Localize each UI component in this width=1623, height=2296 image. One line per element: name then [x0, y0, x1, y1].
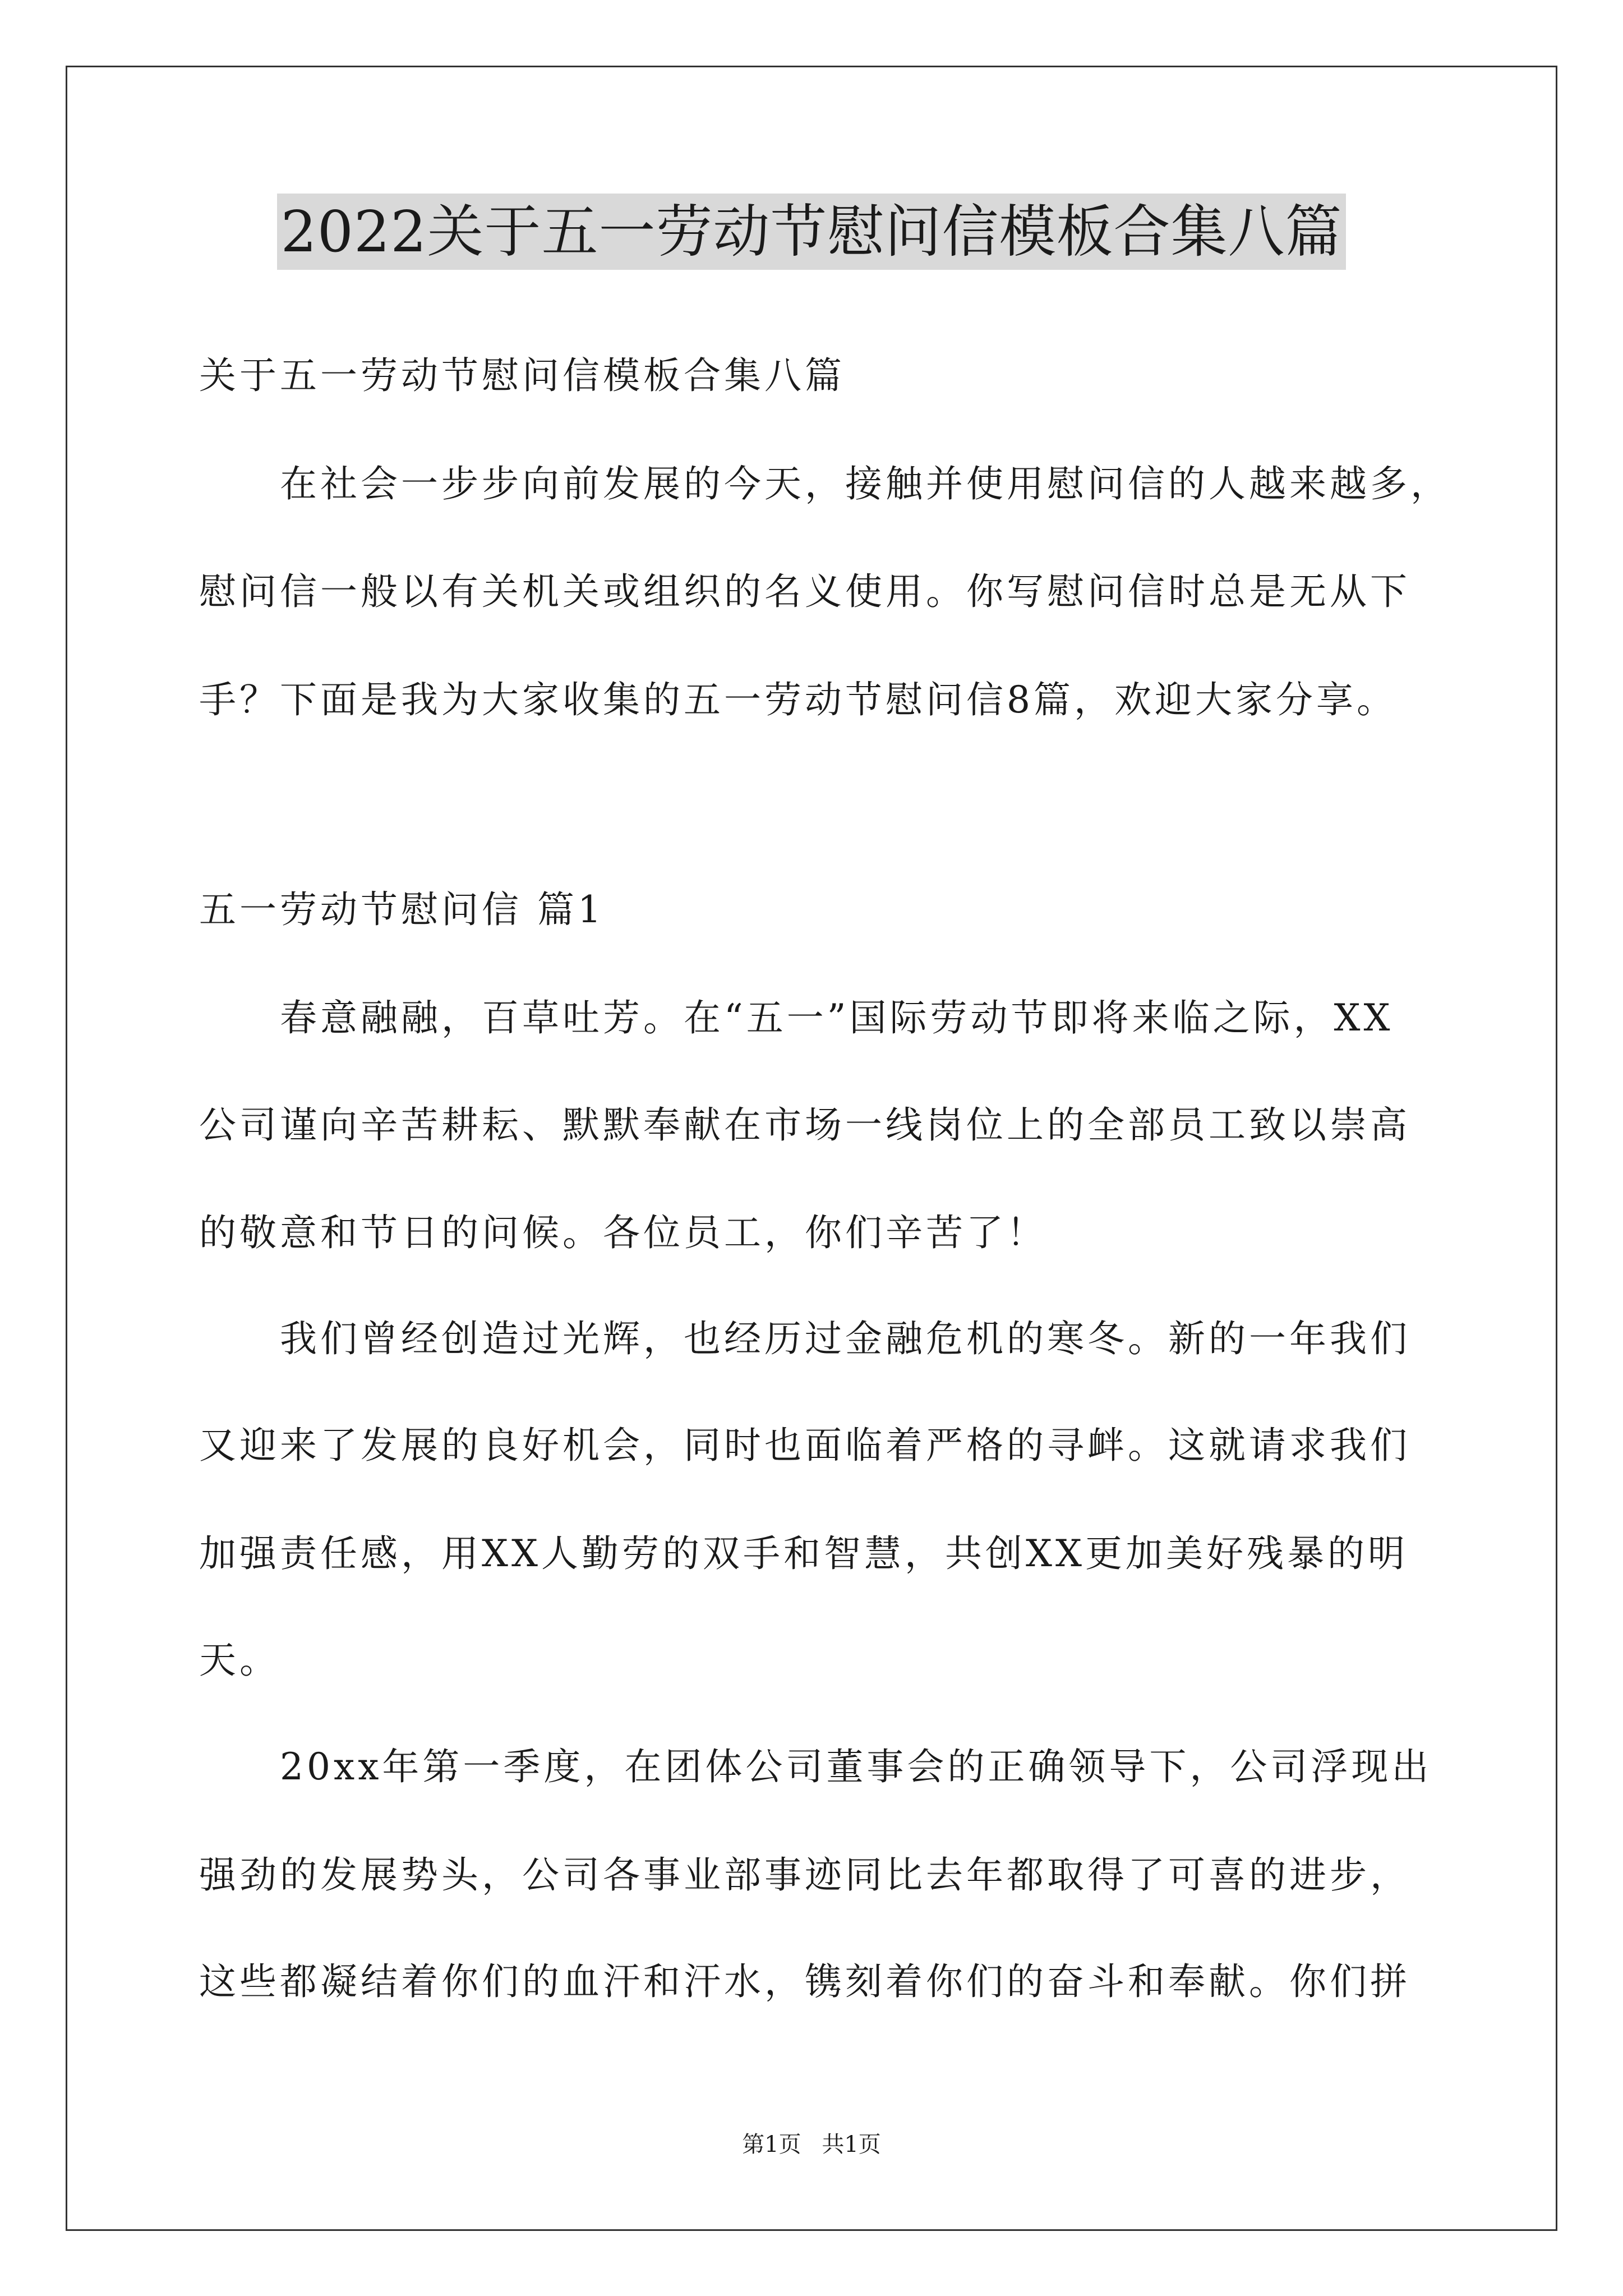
body-line: 20xx年第一季度，在团体公司董事会的正确领导下，公司浮现出 — [199, 1745, 1432, 1788]
subtitle-line: 关于五一劳动节慰问信模板合集八篇 — [199, 354, 845, 397]
section-heading: 五一劳动节慰问信 篇1 — [199, 888, 605, 931]
body-line: 慰问信一般以有关机关或组织的名义使用。你写慰问信时总是无从下 — [199, 570, 1410, 613]
body-line: 公司谨向辛苦耕耘、默默奉献在市场一线岗位上的全部员工致以崇高 — [199, 1103, 1410, 1147]
body-line: 强劲的发展势头，公司各事业部事迹同比去年都取得了可喜的进步， — [199, 1853, 1410, 1897]
page-footer — [0, 2129, 1623, 2160]
body-line: 加强责任感，用XX人勤劳的双手和智慧，共创XX更加美好残暴的明 — [199, 1532, 1408, 1575]
body-line: 春意融融，百草吐芳。在“五一”国际劳动节即将来临之际，XX — [199, 996, 1394, 1039]
document-title: 2022关于五一劳动节慰问信模板合集八篇 — [277, 194, 1345, 270]
title-container — [0, 194, 1623, 270]
body-line: 这些都凝结着你们的血汗和汗水，镌刻着你们的奋斗和奉献。你们拼 — [199, 1960, 1410, 2003]
body-line: 我们曾经创造过光辉，也经历过金融危机的寒冬。新的一年我们 — [199, 1317, 1410, 1360]
body-line: 天。 — [199, 1639, 280, 1682]
body-line: 又迎来了发展的良好机会，同时也面临着严格的寻衅。这就请求我们 — [199, 1424, 1410, 1467]
body-line: 在社会一步步向前发展的今天，接触并使用慰问信的人越来越多， — [199, 462, 1451, 505]
body-line: 手？下面是我为大家收集的五一劳动节慰问信8篇，欢迎大家分享。 — [199, 678, 1397, 721]
page-total: 共1页 — [822, 2132, 881, 2157]
page-number: 第1页 — [742, 2132, 801, 2157]
body-line: 的敬意和节日的问候。各位员工，你们辛苦了！ — [199, 1211, 1047, 1254]
